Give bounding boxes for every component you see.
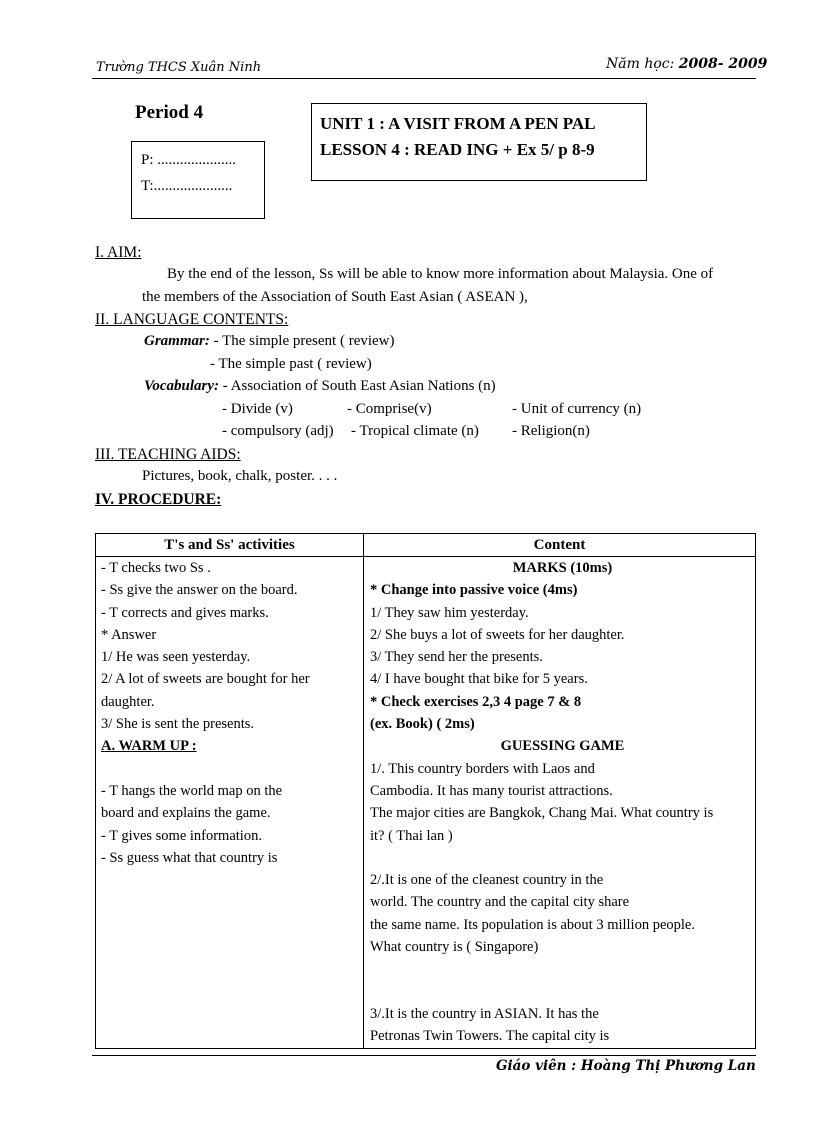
vocab-item-compulsory: - compulsory (adj) [222, 423, 334, 439]
marks-heading: MARKS (10ms) [512, 560, 613, 576]
content-line: world. The country and the capital city share [370, 894, 630, 911]
grammar-label: Grammar: [144, 333, 210, 349]
procedure-table [95, 533, 756, 1049]
vocab-item-1: - Association of South East Asian Nations (n) [219, 378, 496, 394]
content-line [364, 981, 755, 1003]
content-line [364, 847, 755, 869]
t-line: T:..................... [141, 178, 233, 194]
school-year [606, 56, 767, 72]
attendance-box [131, 141, 265, 219]
p-line: P: ..................... [141, 152, 237, 168]
activity-line: daughter. [101, 693, 155, 710]
activity-line: board and explains the game. [101, 805, 271, 822]
year-label: Năm học: [606, 56, 675, 72]
col-header-activities: T's and Ss' activities [96, 534, 364, 557]
content-line: Petronas Twin Towers. The capital city is [370, 1028, 610, 1045]
unit-title: UNIT 1 : A VISIT FROM A PEN PAL [320, 114, 596, 133]
vocab-item-climate: - Tropical climate (n) [351, 423, 479, 439]
period-title: Period 4 [135, 102, 204, 123]
activity-line [96, 758, 363, 780]
grammar-item-1: - The simple present ( review) [209, 333, 395, 349]
content-line: 2/.It is one of the cleanest country in the [370, 872, 604, 889]
vocab-item-comprise: - Comprise(v) [347, 401, 432, 417]
activities-cell [96, 557, 364, 1049]
activity-line: - Ss guess what that country is [101, 849, 278, 866]
content-line: the same name. Its population is about 3 million people. [370, 916, 695, 933]
vocab-label: Vocabulary: [144, 378, 219, 394]
language-heading: II. LANGUAGE CONTENTS: [95, 311, 289, 328]
activity-line: - Ss give the answer on the board. [101, 582, 298, 599]
procedure-heading: IV. PROCEDURE: [95, 491, 222, 508]
header-divider [92, 78, 756, 79]
content-line [364, 958, 755, 980]
content-line: (ex. Book) ( 2ms) [370, 716, 475, 733]
content-line: it? ( Thai lan ) [370, 827, 453, 844]
aim-text-1: By the end of the lesson, Ss will be able to know more information about Malaysia. One of [167, 266, 714, 282]
col-header-content: Content [364, 534, 756, 557]
aim-heading: I. AIM: [95, 244, 142, 261]
vocab-item-currency: - Unit of currency (n) [512, 401, 642, 417]
guessing-game-heading: GUESSING GAME [500, 738, 625, 755]
footer-divider [92, 1055, 756, 1056]
vocab-item-divide: - Divide (v) [222, 401, 293, 417]
vocab-line-1 [144, 378, 496, 395]
activity-line: * Answer [101, 626, 157, 643]
activity-line: 1/ He was seen yesterday. [101, 649, 251, 666]
content-line: 3/.It is the country in ASIAN. It has the [370, 1005, 599, 1022]
activity-line: 3/ She is sent the presents. [101, 716, 255, 733]
lesson-title: LESSON 4 : READ ING + Ex 5/ p 8-9 [320, 140, 595, 159]
content-line: The major cities are Bangkok, Chang Mai. What country is [370, 805, 714, 822]
aids-heading: III. TEACHING AIDS: [95, 446, 241, 463]
activity-line: - T gives some information. [101, 827, 262, 844]
grammar-line-1 [144, 333, 395, 350]
grammar-item-2: - The simple past ( review) [210, 356, 372, 372]
teacher-name: Giáo viên : Hoàng Thị Phương Lan [496, 1058, 756, 1074]
content-line: What country is ( Singapore) [370, 939, 539, 956]
activity-line: - T corrects and gives marks. [101, 604, 269, 621]
warmup-heading: A. WARM UP : [101, 738, 197, 755]
aim-text-2: the members of the Association of South East Asian ( ASEAN ), [142, 289, 528, 305]
content-line: 3/ They send her the presents. [370, 649, 543, 666]
activity-line: - T checks two Ss . [101, 560, 211, 576]
activity-line: - T hangs the world map on the [101, 782, 283, 799]
year-value: 2008- 2009 [678, 56, 768, 72]
content-line: 2/ She buys a lot of sweets for her daughter. [370, 626, 625, 643]
unit-box [311, 103, 647, 181]
content-line: Cambodia. It has many tourist attractions. [370, 782, 613, 799]
school-name: Trường THCS Xuân Ninh [96, 60, 262, 75]
content-line: * Check exercises 2,3 4 page 7 & 8 [370, 693, 582, 710]
activity-line: 2/ A lot of sweets are bought for her [101, 671, 310, 688]
content-line: 4/ I have bought that bike for 5 years. [370, 671, 588, 688]
content-line: * Change into passive voice (4ms) [370, 582, 578, 599]
content-line: 1/ They saw him yesterday. [370, 604, 529, 621]
aids-text: Pictures, book, chalk, poster. . . . [142, 468, 338, 484]
vocab-item-religion: - Religion(n) [512, 423, 590, 439]
content-cell [364, 557, 756, 1049]
content-line: 1/. This country borders with Laos and [370, 760, 595, 777]
